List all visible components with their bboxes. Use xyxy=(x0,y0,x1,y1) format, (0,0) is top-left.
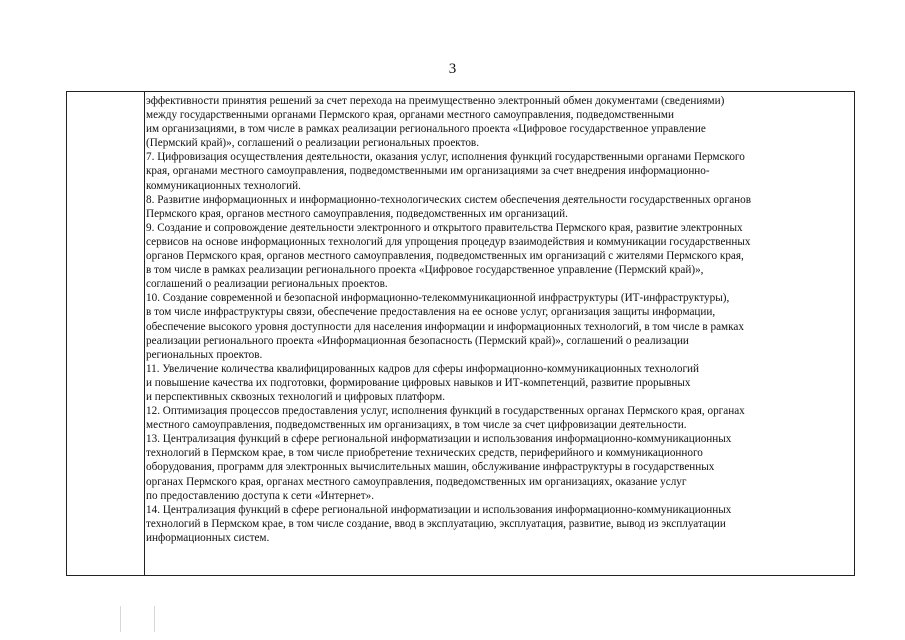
paragraph-item-11: 11. Увеличение количества квалифицированных кадров для сферы информационно-коммуникационных технологий и повышение качества их подготовки, формирование цифровых навыков и ИТ-компетенций, развитие прорывных и перспективных сквозных технологий и цифровых платформ. xyxy=(146,362,700,403)
paragraph-item-10: 10. Создание современной и безопасной информационно-телекоммуникационной инфраструктуры (ИТ-инфраструктуры), в том числе инфраструктуры связи, обеспечение предоставления на ее основе услуг, организация защиты информации, обеспечение высокого уровня доступности для населения информации и информационных технологий, в том числе в рамках реализации регионального проекта «Информационная безопасность (Пермский край)», соглашений о реализации региональных проектов. xyxy=(146,292,744,361)
scan-mark xyxy=(120,606,121,632)
paragraph-item-12: 12. Оптимизация процессов предоставления услуг, исполнения функций в государственных органах Пермского края, органах местного самоуправления, подведомственных им организациях, в том числе за счет цифровизации деятельности. xyxy=(146,405,745,432)
paragraph-item-13: 13. Централизация функций в сфере региональной информатизации и использования информационно-коммуникационных технологий в Пермском крае, в том числе приобретение технических средств, периферийного и коммуникационного оборудования, программ для электронных вычислительных машин, обслуживание инфраструктуры в государственных органах Пермского края, органах местного самоуправления, подведомственных им организациях, оказание услуг по предоставлению доступа к сети «Интернет». xyxy=(146,433,732,502)
scan-mark xyxy=(154,606,155,632)
paragraph-item-7: 7. Цифровизация осуществления деятельности, оказания услуг, исполнения функций государственными органами Пермского края, органами местного самоуправления, подведомственными им организациями за счет внедрения информационно- коммуникационных технологий. xyxy=(146,151,745,192)
document-table xyxy=(66,91,855,576)
paragraph-item-9: 9. Создание и сопровождение деятельности электронного и открытого правительства Пермского края, развитие электронных сервисов на основе информационных технологий для упрощения процедур взаимодействия и коммуникации государственных органов Пермского края, органов местного самоуправления, подведомственных им организаций с жителями Пермского края, в том числе в рамках реализации регионального проекта «Цифровое государственное управление (Пермский край)», соглашений о реализации региональных проектов. xyxy=(146,221,751,291)
paragraph-continuation: эффективности принятия решений за счет перехода на преимущественно электронный обмен документами (сведениями) между государственными органами Пермского края, органами местного самоуправления, подведомственными им организациями, в том числе в рамках реализации регионального проекта «Цифровое государственное управление (Пермский край)», соглашений о реализации региональных проектов. xyxy=(146,95,725,150)
paragraph-item-14: 14. Централизация функций в сфере региональной информатизации и использования информационно-коммуникационных технологий в Пермском крае, в том числе создание, ввод в эксплуатацию, эксплуатация, развитие, вывод из эксплуатации информационных систем. xyxy=(146,503,732,544)
table-left-column xyxy=(67,92,145,575)
table-content-cell xyxy=(146,94,852,545)
page-number: 3 xyxy=(448,61,457,77)
paragraph-item-8: 8. Развитие информационных и информационно-технологических систем обеспечения деятельности государственных органов Пермского края, органов местного самоуправления, подведомственных им организаций. xyxy=(146,193,752,220)
